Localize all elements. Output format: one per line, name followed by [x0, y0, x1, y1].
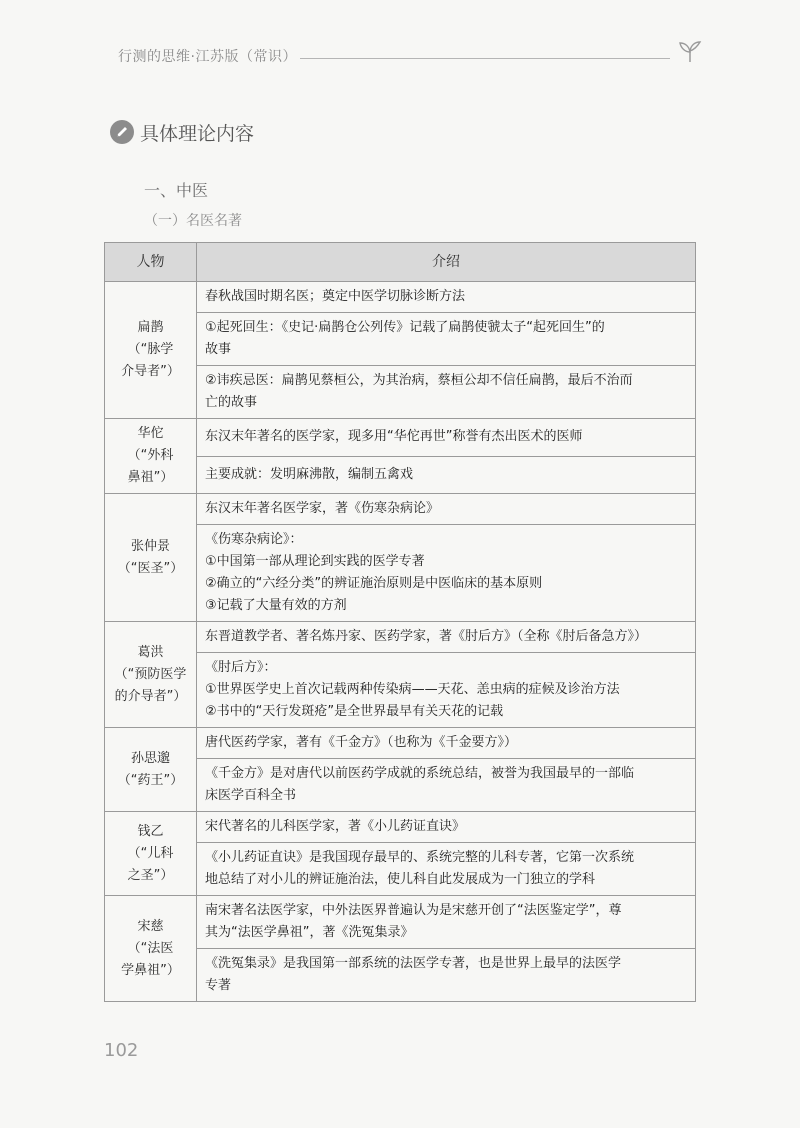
- person-line: 葛洪: [137, 644, 164, 660]
- intro-line: ②书中的“天行发斑疮”是全世界最早有关天花的记载: [205, 704, 504, 719]
- table-body: [105, 282, 696, 1002]
- person-line: （“药王”）: [117, 772, 184, 788]
- person-line: 介导者”）: [121, 364, 180, 379]
- intro-line: 东汉末年著名的医学家，现多用“华佗再世”称誉有杰出医术的医师: [205, 429, 583, 445]
- pen-icon: [110, 120, 134, 144]
- intro-line: 《伤寒杂病论》：: [205, 532, 303, 547]
- person-line: （“脉学: [127, 342, 174, 357]
- header-person: 人物: [105, 243, 197, 282]
- intro-line: 东汉末年著名医学家，著《伤寒杂病论》: [205, 501, 440, 516]
- intro-line: 春秋战国时期名医；奠定中医学切脉诊断方法: [205, 289, 466, 304]
- table-row: [105, 419, 696, 457]
- table-row: [105, 494, 696, 525]
- page-number: 102: [104, 1040, 139, 1061]
- intro-cell: [197, 843, 696, 896]
- person-line: 孙思邈: [130, 750, 170, 766]
- section-title-text: 具体理论内容: [140, 122, 255, 145]
- person-line: 宋慈: [137, 918, 164, 934]
- intro-line: ③记载了大量有效的方剂: [205, 598, 347, 613]
- table-header-row: [105, 243, 696, 282]
- person-line: （“儿科: [127, 845, 174, 861]
- heading-level-2: （一）名医名著: [144, 213, 242, 229]
- intro-cell: [197, 282, 696, 313]
- sprout-icon: [676, 40, 704, 64]
- intro-line: 《洗冤集录》是我国第一部系统的法医学专著，也是世界上最早的法医学: [205, 956, 622, 971]
- intro-line: ①起死回生：《史记·扁鹊仓公列传》记载了扁鹊使虢太子“起死回生”的: [205, 320, 605, 335]
- intro-line: 《千金方》是对唐代以前医药学成就的系统总结，被誉为我国最早的一部临: [205, 766, 635, 781]
- intro-cell: [197, 419, 696, 457]
- table-row: [105, 622, 696, 653]
- intro-line: 主要成就：发明麻沸散，编制五禽戏: [205, 466, 414, 482]
- intro-cell: [197, 896, 696, 949]
- intro-line: 唐代医药学家，著有《千金方》（也称为《千金要方》）: [205, 735, 518, 750]
- intro-cell: [197, 366, 696, 419]
- intro-cell: [197, 653, 696, 728]
- intro-line: 床医学百科全书: [205, 788, 297, 803]
- intro-line: 南宋著名法医学家，中外法医界普遍认为是宋慈开创了“法医鉴定学”，尊: [205, 903, 622, 918]
- famous-doctors-table: [104, 242, 696, 1002]
- intro-line: 宋代著名的儿科医学家，著《小儿药证直诀》: [205, 819, 466, 834]
- intro-line: 故事: [205, 342, 232, 357]
- intro-line: ②讳疾忌医：扁鹊见蔡桓公，为其治病，蔡桓公却不信任扁鹊，最后不治而: [205, 373, 633, 388]
- header-rule: [300, 58, 670, 59]
- table-row: [105, 812, 696, 843]
- person-line: 鼻祖”）: [127, 470, 174, 485]
- intro-cell: [197, 728, 696, 759]
- person-line: （“外科: [127, 448, 174, 463]
- intro-cell: [197, 949, 696, 1002]
- intro-cell: [197, 812, 696, 843]
- intro-line: 东晋道教学者、著名炼丹家、医药学家，著《肘后方》（全称《肘后备急方》）: [205, 629, 648, 644]
- table-row: [105, 728, 696, 759]
- intro-cell: [197, 494, 696, 525]
- person-cell: [105, 622, 197, 728]
- intro-line: 其为“法医学鼻祖”，著《洗冤集录》: [205, 925, 414, 940]
- intro-line: 地总结了对小儿的辨证施治法，使儿科自此发展成为一门独立的学科: [205, 872, 596, 887]
- person-line: 钱乙: [137, 823, 164, 839]
- person-line: （“预防医学: [114, 666, 187, 682]
- person-line: 张仲景: [130, 538, 170, 554]
- person-line: 之圣”）: [127, 867, 174, 883]
- person-line: 学鼻祖”）: [121, 962, 180, 978]
- person-line: （“医圣”）: [117, 560, 184, 576]
- intro-line: 《肘后方》：: [205, 660, 277, 675]
- header-intro: 介绍: [197, 243, 696, 282]
- intro-line: ②确立的“六经分类”的辨证施治原则是中医临床的基本原则: [205, 576, 543, 591]
- person-cell: [105, 812, 197, 896]
- intro-cell: [197, 622, 696, 653]
- intro-line: ①中国第一部从理论到实践的医学专著: [205, 554, 425, 569]
- person-line: （“法医: [127, 940, 174, 956]
- intro-line: 《小儿药证直诀》是我国现存最早的、系统完整的儿科专著，它第一次系统: [205, 850, 635, 865]
- person-cell: [105, 282, 197, 419]
- intro-line: 专著: [205, 978, 232, 993]
- running-header: 行测的思维·江苏版（常识）: [118, 49, 297, 65]
- person-line: 的介导者”）: [114, 688, 187, 704]
- person-cell: [105, 494, 197, 622]
- person-line: 华佗: [137, 426, 164, 441]
- table-row: [105, 282, 696, 313]
- intro-cell: [197, 525, 696, 622]
- person-cell: [105, 728, 197, 812]
- intro-line: 亡的故事: [205, 395, 258, 410]
- intro-cell: [197, 759, 696, 812]
- person-line: 扁鹊: [137, 320, 164, 335]
- intro-cell: [197, 313, 696, 366]
- table-row: [105, 896, 696, 949]
- person-cell: [105, 896, 197, 1002]
- person-cell: [105, 419, 197, 494]
- section-title: [110, 118, 254, 146]
- heading-level-1: 一、中医: [144, 181, 209, 200]
- intro-line: ①世界医学史上首次记载两种传染病——天花、恙虫病的症候及诊治方法: [205, 682, 620, 697]
- intro-cell: [197, 456, 696, 494]
